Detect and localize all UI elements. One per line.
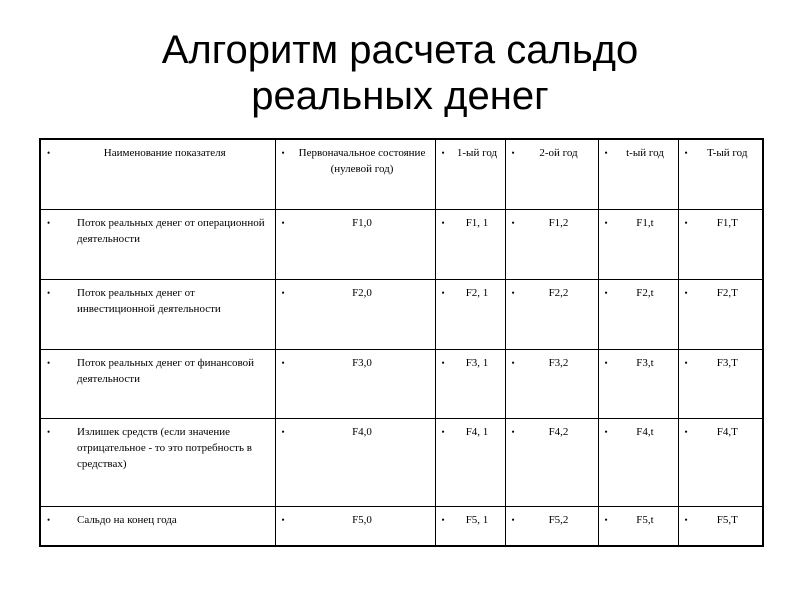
value-cell [275, 209, 435, 279]
bullet-icon: • [511, 287, 515, 298]
bullet-icon: • [47, 426, 51, 437]
value-cell [275, 279, 435, 349]
value-cell [505, 279, 598, 349]
value-cell [435, 279, 505, 349]
value-cell [505, 506, 598, 546]
header-label: 2-ой год [539, 147, 578, 159]
cell-value: F2,t [636, 286, 654, 299]
cell-value: F4, 1 [465, 425, 489, 438]
cell-value: F5,t [636, 513, 654, 526]
bullet-icon: • [281, 287, 285, 298]
bullet-icon: • [441, 426, 445, 437]
header-label: Наименование показателя [103, 147, 226, 159]
row-label-cell [40, 418, 275, 506]
bullet-icon: • [511, 514, 515, 525]
slide-title-line-2: реальных денег [251, 74, 549, 118]
header-label: T-ый год [707, 147, 748, 159]
value-cell [598, 279, 678, 349]
value-cell [505, 418, 598, 506]
row-label-cell [40, 506, 275, 546]
value-cell [678, 506, 763, 546]
cell-value: F5,0 [352, 513, 372, 526]
bullet-icon: • [281, 514, 285, 525]
bullet-icon: • [511, 426, 515, 437]
header-label: Первоначальное состояние (нулевой год) [298, 147, 426, 175]
bullet-icon: • [47, 287, 51, 298]
bullet-icon: • [684, 426, 688, 437]
table-row [40, 506, 763, 546]
row-label: Сальдо на конец года [77, 513, 177, 526]
value-cell [598, 506, 678, 546]
table-row [40, 349, 763, 418]
header-cell-year-1 [435, 139, 505, 209]
row-label: Поток реальных денег от инвестиционной деятельности [77, 286, 221, 315]
cell-value: F4,t [636, 425, 654, 438]
value-cell [598, 418, 678, 506]
bullet-icon: • [684, 148, 688, 158]
cell-value: F1, 1 [465, 216, 489, 229]
header-cell-year-t [598, 139, 678, 209]
cell-value: F1,0 [352, 216, 372, 229]
bullet-icon: • [281, 426, 285, 437]
bullet-icon: • [281, 148, 285, 158]
bullet-icon: • [511, 217, 515, 228]
bullet-icon: • [684, 357, 688, 368]
row-label: Излишек средств (если значение отрицательное - то это потребность в средствах) [77, 425, 252, 470]
value-cell [678, 279, 763, 349]
value-cell [678, 209, 763, 279]
cell-value: F4,0 [352, 425, 372, 438]
cell-value: F2,0 [352, 286, 372, 299]
table-header-row [40, 139, 763, 209]
value-cell [505, 209, 598, 279]
bullet-icon: • [684, 217, 688, 228]
cell-value: F3,0 [352, 356, 372, 369]
value-cell [275, 506, 435, 546]
header-cell-initial [275, 139, 435, 209]
row-label: Поток реальных денег от финансовой деятельности [77, 356, 255, 385]
bullet-icon: • [684, 287, 688, 298]
bullet-icon: • [441, 357, 445, 368]
value-cell [435, 349, 505, 418]
value-cell [435, 209, 505, 279]
bullet-icon: • [281, 357, 285, 368]
row-label-cell [40, 349, 275, 418]
value-cell [678, 349, 763, 418]
bullet-icon: • [604, 357, 608, 368]
header-cell-indicator [40, 139, 275, 209]
value-cell [435, 506, 505, 546]
bullet-icon: • [604, 287, 608, 298]
row-label-cell [40, 279, 275, 349]
bullet-icon: • [441, 148, 445, 158]
row-label-cell [40, 209, 275, 279]
cell-value: F2,T [716, 286, 738, 299]
bullet-icon: • [47, 357, 51, 368]
bullet-icon: • [604, 217, 608, 228]
header-cell-year-2 [505, 139, 598, 209]
cell-value: F4,2 [548, 425, 569, 438]
cell-value: F5,T [716, 513, 738, 526]
bullet-icon: • [604, 426, 608, 437]
value-cell [505, 349, 598, 418]
cell-value: F5, 1 [465, 513, 489, 526]
bullet-icon: • [511, 148, 515, 158]
cell-value: F3,t [636, 356, 654, 369]
bullet-icon: • [684, 514, 688, 525]
cell-value: F1,T [716, 216, 738, 229]
header-label: t-ый год [626, 147, 664, 159]
value-cell [598, 349, 678, 418]
header-label: 1-ый год [456, 147, 498, 159]
bullet-icon: • [47, 148, 51, 158]
bullet-icon: • [47, 514, 51, 525]
cell-value: F1,2 [548, 216, 569, 229]
cell-value: F4,T [716, 425, 738, 438]
cash-flow-table [39, 138, 764, 547]
bullet-icon: • [441, 287, 445, 298]
cell-value: F3,2 [548, 356, 569, 369]
table-row [40, 209, 763, 279]
cell-value: F5,2 [548, 513, 569, 526]
bullet-icon: • [604, 514, 608, 525]
cell-value: F3, 1 [465, 356, 489, 369]
cell-value: F2,2 [548, 286, 569, 299]
value-cell [435, 418, 505, 506]
cell-value: F1,t [636, 216, 654, 229]
bullet-icon: • [604, 148, 608, 158]
slide-title-line-1: Алгоритм расчета сальдо [161, 28, 639, 72]
table-row [40, 418, 763, 506]
bullet-icon: • [281, 217, 285, 228]
cell-value: F2, 1 [465, 286, 489, 299]
header-cell-year-T [678, 139, 763, 209]
value-cell [275, 418, 435, 506]
value-cell [678, 418, 763, 506]
bullet-icon: • [511, 357, 515, 368]
row-label: Поток реальных денег от операционной деятельности [77, 216, 265, 245]
bullet-icon: • [441, 514, 445, 525]
value-cell [275, 349, 435, 418]
bullet-icon: • [47, 217, 51, 228]
bullet-icon: • [441, 217, 445, 228]
value-cell [598, 209, 678, 279]
cell-value: F3,T [716, 356, 738, 369]
slide-title [0, 27, 800, 119]
table-row [40, 279, 763, 349]
